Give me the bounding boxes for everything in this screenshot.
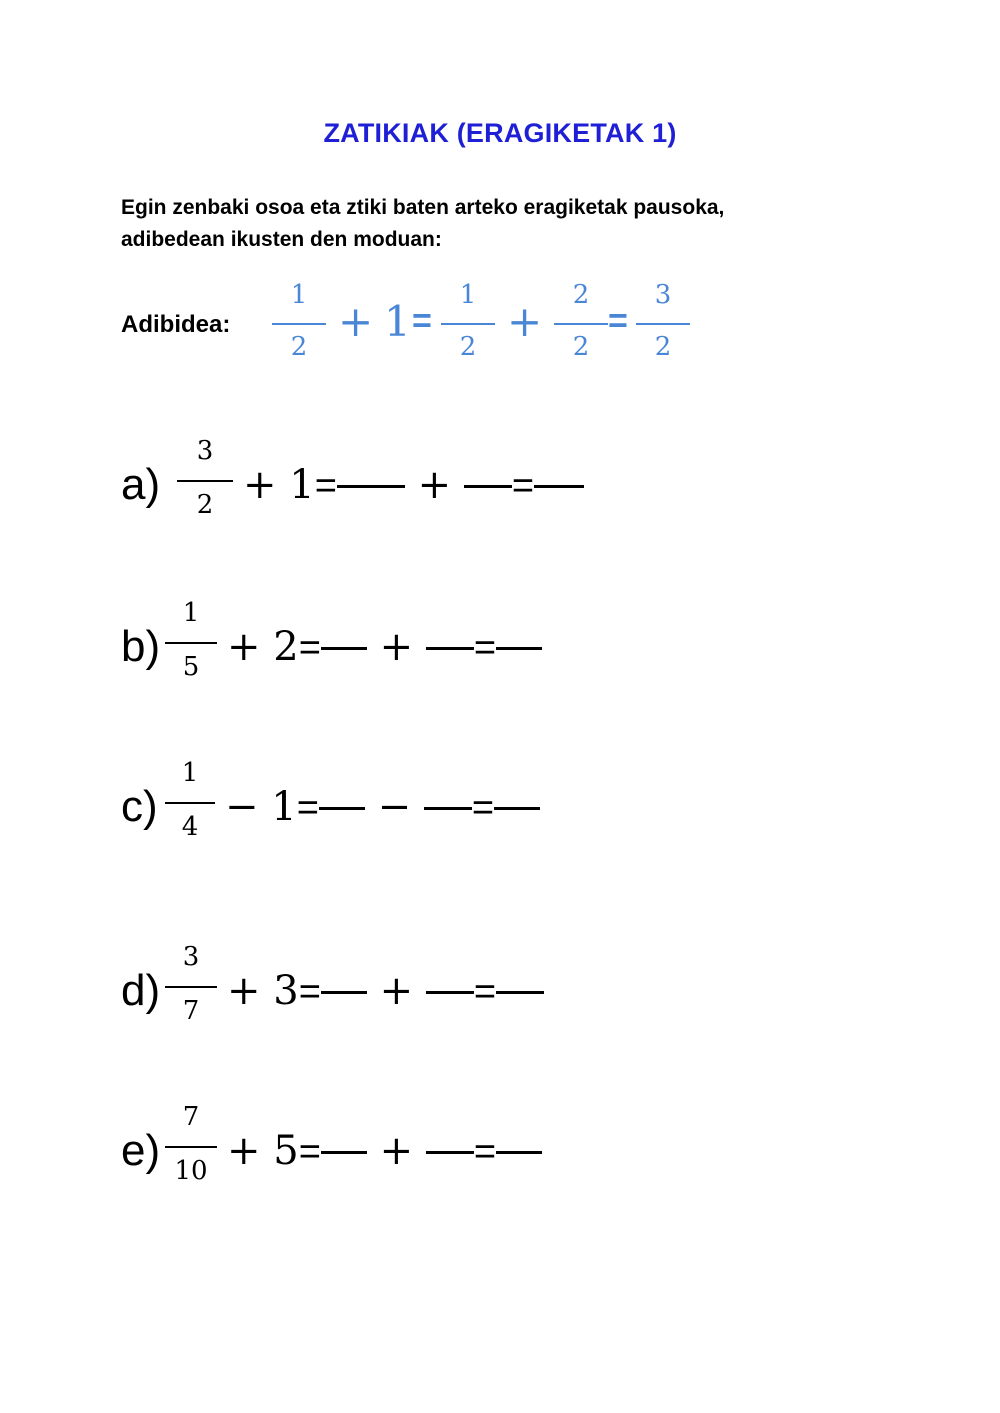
example-fraction-1-denominator: 2 [290,332,308,362]
numerator: 7 [182,1102,200,1132]
numerator: 1 [182,598,200,628]
answer-blank[interactable] [426,647,474,650]
numerator: 3 [196,436,214,466]
answer-blank[interactable] [337,485,405,488]
exercise-expression [227,1128,542,1174]
operator: + [227,968,261,1014]
example-whole-number: 1 [384,297,411,346]
exercise-a [121,436,821,536]
example-fraction-4-denominator: 2 [654,332,672,362]
answer-blank[interactable] [321,647,367,650]
denominator: 2 [196,490,214,520]
operator: + [243,462,277,508]
whole-number: 5 [273,1128,299,1174]
answer-blank[interactable] [426,1151,474,1154]
answer-blank[interactable] [426,991,474,994]
page-title: ZATIKIAK (ERAGIKETAK 1) [323,118,677,148]
exercise-d [121,942,821,1042]
fraction-bar [441,323,495,325]
example-equals-2: = [608,302,628,340]
equals-sign: = [298,627,321,669]
example-fraction-4-numerator: 3 [654,280,672,310]
denominator: 4 [181,812,199,842]
answer-blank[interactable] [321,1151,367,1154]
equals-sign: = [473,627,497,669]
operator: + [379,1128,414,1174]
answer-blank[interactable] [534,485,584,488]
equals-sign: = [473,1131,497,1173]
answer-blank[interactable] [494,807,540,810]
exercise-letter: c) [121,782,158,831]
exercise-expression [227,968,544,1014]
example-fraction-2-denominator: 2 [459,332,477,362]
exercise-b [121,598,821,698]
example-fraction-1-numerator: 1 [290,280,308,310]
denominator: 10 [174,1156,208,1186]
operator: − [377,784,412,830]
example-fraction-4 [636,280,690,370]
example-fraction-3 [554,280,608,370]
answer-blank[interactable] [424,807,472,810]
equals-sign: = [471,787,495,829]
exercise-fraction [165,758,215,854]
operator: + [379,968,414,1014]
answer-blank[interactable] [321,991,367,994]
operator: − [225,784,259,830]
equals-sign: = [473,971,497,1013]
example-fraction-3-numerator: 2 [572,280,590,310]
answer-blank[interactable] [464,485,512,488]
exercise-expression [227,624,542,670]
whole-number: 2 [273,624,299,670]
operator: + [227,624,261,670]
fraction-bar [165,1146,217,1148]
fraction-bar [636,323,690,325]
denominator: 5 [182,652,200,682]
equals-sign: = [298,971,321,1013]
exercise-letter: a) [121,460,161,509]
fraction-bar [165,642,217,644]
fraction-bar [165,986,217,988]
numerator: 3 [182,942,200,972]
example-plus-2: + [507,297,543,346]
example-fraction-3-denominator: 2 [572,332,590,362]
example-label: Adibidea: [121,311,231,338]
exercise-expression [225,784,540,830]
answer-blank[interactable] [496,1151,542,1154]
answer-blank[interactable] [319,807,365,810]
operator: + [379,624,414,670]
instructions-line-1: Egin zenbaki osoa eta ztiki baten arteko eragiketak pausoka, [121,196,725,219]
equals-sign: = [298,1131,321,1173]
equals-sign: = [296,787,319,829]
instructions [121,192,881,256]
example-fraction-1 [272,280,326,370]
whole-number: 3 [273,968,299,1014]
operator: + [417,462,452,508]
answer-blank[interactable] [496,991,544,994]
exercise-fraction [165,942,217,1038]
fraction-bar [177,480,233,482]
exercise-letter: d) [121,966,161,1015]
instructions-line-2: adibedean ikusten den moduan: [121,228,442,251]
exercise-fraction [177,436,233,532]
exercise-letter: e) [121,1126,161,1175]
fraction-bar [272,323,326,325]
whole-number: 1 [289,462,315,508]
numerator: 1 [181,758,199,788]
whole-number: 1 [271,784,297,830]
equals-sign: = [314,465,337,507]
exercise-fraction [165,598,217,694]
example-equals-1: = [412,302,432,340]
operator: + [227,1128,261,1174]
fraction-bar [165,802,215,804]
exercise-fraction [165,1102,217,1198]
exercise-e [121,1102,821,1202]
exercise-c [121,758,821,858]
exercise-expression [243,462,584,508]
exercise-letter: b) [121,622,161,671]
fraction-bar [554,323,608,325]
example-fraction-2 [441,280,495,370]
equals-sign: = [511,465,535,507]
denominator: 7 [182,996,200,1026]
answer-blank[interactable] [496,647,542,650]
example-fraction-2-numerator: 1 [459,280,477,310]
example-plus-1: + [338,297,374,346]
